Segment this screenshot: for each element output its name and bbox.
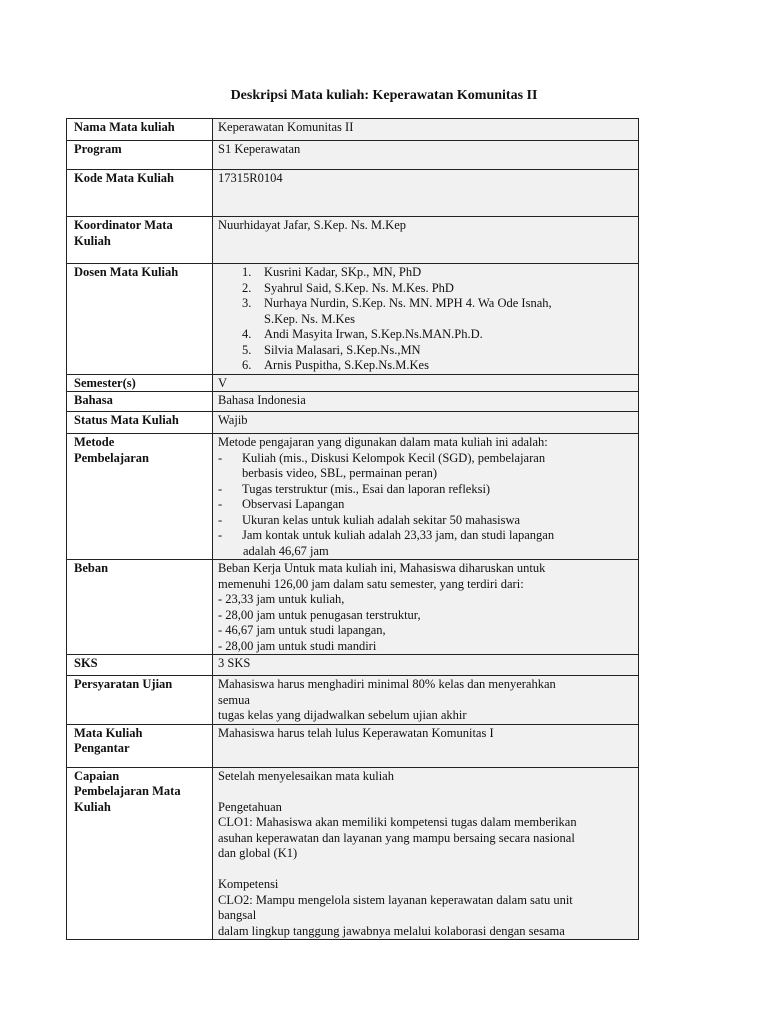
list-number: 5. bbox=[242, 342, 252, 357]
lecturer-name: Arnis Puspitha, S.Kep.Ns.M.Kes bbox=[264, 358, 429, 372]
list-dash: - bbox=[218, 497, 223, 511]
label-capaian-line3: Kuliah bbox=[74, 799, 111, 814]
label-capaian bbox=[67, 767, 213, 940]
list-number: 2. bbox=[242, 280, 252, 295]
label-metode-line2: Pembelajaran bbox=[74, 450, 149, 465]
lecturer-item bbox=[218, 358, 632, 374]
row-nama bbox=[67, 119, 639, 141]
value-status: Wajib bbox=[213, 412, 639, 434]
value-beban bbox=[213, 560, 639, 655]
label-metode bbox=[67, 434, 213, 560]
lecturer-name: Silvia Malasari, S.Kep.Ns.,MN bbox=[264, 342, 421, 357]
row-beban bbox=[67, 560, 639, 655]
list-dash: - bbox=[218, 528, 223, 542]
list-number: 6. bbox=[242, 358, 252, 372]
pengetahuan-line: CLO1: Mahasiswa akan memiliki kompetensi tugas dalam memberikan bbox=[218, 815, 577, 829]
row-sks bbox=[67, 655, 639, 676]
row-metode bbox=[67, 434, 639, 560]
method-text: Jam kontak untuk kuliah adalah 23,33 jam, dan studi lapangan bbox=[242, 528, 555, 542]
beban-line: memenuhi 126,00 jam dalam satu semester, yang terdiri dari: bbox=[218, 576, 524, 591]
label-koordinator-line2: Kuliah bbox=[74, 233, 111, 248]
persyaratan-line: semua bbox=[218, 692, 250, 707]
beban-line: - 46,67 jam untuk studi lapangan, bbox=[218, 623, 386, 637]
method-item bbox=[218, 482, 632, 498]
label-beban: Beban bbox=[67, 560, 213, 655]
label-koordinator-line1: Koordinator Mata bbox=[74, 218, 173, 232]
method-item bbox=[218, 528, 632, 559]
label-capaian-line2: Pembelajaran Mata bbox=[74, 784, 181, 798]
label-program: Program bbox=[67, 141, 213, 170]
beban-line: - 23,33 jam untuk kuliah, bbox=[218, 592, 345, 606]
method-item bbox=[218, 513, 632, 529]
value-kode: 17315R0104 bbox=[213, 170, 639, 217]
value-sks: 3 SKS bbox=[213, 655, 639, 676]
row-program bbox=[67, 141, 639, 170]
lecturer-list bbox=[218, 265, 632, 374]
value-program: S1 Keperawatan bbox=[213, 141, 639, 170]
label-pengantar bbox=[67, 724, 213, 767]
lecturer-name: Andi Masyita Irwan, S.Kep.Ns.MAN.Ph.D. bbox=[264, 327, 483, 341]
kompetensi-heading: Kompetensi bbox=[218, 877, 279, 891]
lecturer-item bbox=[218, 296, 632, 327]
value-nama: Keperawatan Komunitas II bbox=[213, 119, 639, 141]
label-kode: Kode Mata Kuliah bbox=[67, 170, 213, 217]
persyaratan-line: tugas kelas yang dijadwalkan sebelum ujian akhir bbox=[218, 708, 467, 722]
kompetensi-line: dalam lingkup tanggung jawabnya melalui kolaborasi dengan sesama bbox=[218, 923, 565, 938]
spacer bbox=[218, 784, 632, 800]
list-dash: - bbox=[218, 512, 223, 527]
row-kode bbox=[67, 170, 639, 217]
method-text: Observasi Lapangan bbox=[242, 497, 345, 511]
metode-intro: Metode pengajaran yang digunakan dalam mata kuliah ini adalah: bbox=[218, 435, 548, 449]
row-capaian bbox=[67, 767, 639, 940]
row-pengantar bbox=[67, 724, 639, 767]
method-text-cont: adalah 46,67 jam bbox=[243, 543, 329, 558]
pengetahuan-line: asuhan keperawatan dan layanan yang mampu bersaing secara nasional bbox=[218, 830, 575, 845]
row-semester bbox=[67, 374, 639, 392]
beban-line: - 28,00 jam untuk penugasan terstruktur, bbox=[218, 607, 421, 622]
lecturer-item bbox=[218, 265, 632, 281]
label-pengantar-line2: Pengantar bbox=[74, 741, 130, 755]
label-dosen: Dosen Mata Kuliah bbox=[67, 264, 213, 375]
persyaratan-line: Mahasiswa harus menghadiri minimal 80% kelas dan menyerahkan bbox=[218, 677, 556, 691]
lecturer-name: Nurhaya Nurdin, S.Kep. Ns. MN. MPH 4. Wa Ode Isnah, bbox=[264, 296, 552, 310]
row-dosen bbox=[67, 264, 639, 375]
lecturer-name: Syahrul Said, S.Kep. Ns. M.Kes. PhD bbox=[264, 280, 454, 295]
method-text: Ukuran kelas untuk kuliah adalah sekitar 50 mahasiswa bbox=[242, 512, 521, 527]
row-bahasa bbox=[67, 392, 639, 412]
beban-line: - 28,00 jam untuk studi mandiri bbox=[218, 638, 377, 653]
method-text: Kuliah (mis., Diskusi Kelompok Kecil (SGD), pembelajaran bbox=[242, 450, 546, 465]
label-bahasa: Bahasa bbox=[67, 392, 213, 412]
label-sks: SKS bbox=[67, 655, 213, 676]
method-item bbox=[218, 451, 632, 482]
beban-line: Beban Kerja Untuk mata kuliah ini, Mahasiswa diharuskan untuk bbox=[218, 561, 546, 575]
method-list bbox=[218, 451, 632, 560]
lecturer-name-cont: S.Kep. Ns. M.Kes bbox=[264, 311, 355, 326]
kompetensi-line: bangsal bbox=[218, 908, 257, 922]
list-number: 1. bbox=[242, 265, 252, 279]
list-dash: - bbox=[218, 450, 223, 465]
row-persyaratan bbox=[67, 676, 639, 725]
course-description-table bbox=[66, 118, 639, 940]
pengetahuan-heading: Pengetahuan bbox=[218, 799, 282, 814]
document-title: Deskripsi Mata kuliah: Keperawatan Komunitas II bbox=[230, 88, 538, 103]
method-text-cont: berbasis video, SBL, permainan peran) bbox=[242, 466, 438, 480]
method-text: Tugas terstruktur (mis., Esai dan laporan refleksi) bbox=[242, 481, 491, 496]
label-persyaratan: Persyaratan Ujian bbox=[67, 676, 213, 725]
label-semester: Semester(s) bbox=[67, 374, 213, 392]
label-nama: Nama Mata kuliah bbox=[67, 119, 213, 141]
lecturer-name: Kusrini Kadar, SKp., MN, PhD bbox=[264, 265, 422, 279]
kompetensi-line: CLO2: Mampu mengelola sistem layanan keperawatan dalam satu unit bbox=[218, 892, 573, 907]
label-koordinator bbox=[67, 217, 213, 264]
value-semester: V bbox=[213, 374, 639, 392]
value-persyaratan bbox=[213, 676, 639, 725]
lecturer-item bbox=[218, 281, 632, 297]
value-bahasa: Bahasa Indonesia bbox=[213, 392, 639, 412]
value-metode bbox=[213, 434, 639, 560]
row-status bbox=[67, 412, 639, 434]
pengetahuan-line: dan global (K1) bbox=[218, 846, 298, 860]
list-dash: - bbox=[218, 481, 223, 496]
value-dosen bbox=[213, 264, 639, 375]
capaian-intro: Setelah menyelesaikan mata kuliah bbox=[218, 768, 394, 783]
method-item bbox=[218, 497, 632, 513]
row-koordinator bbox=[67, 217, 639, 264]
label-pengantar-line1: Mata Kuliah bbox=[74, 725, 143, 740]
lecturer-item bbox=[218, 327, 632, 343]
list-number: 4. bbox=[242, 327, 252, 341]
lecturer-item bbox=[218, 343, 632, 359]
spacer bbox=[218, 862, 632, 878]
value-koordinator: Nuurhidayat Jafar, S.Kep. Ns. M.Kep bbox=[213, 217, 639, 264]
value-pengantar: Mahasiswa harus telah lulus Keperawatan Komunitas I bbox=[213, 724, 639, 767]
label-status: Status Mata Kuliah bbox=[67, 412, 213, 434]
list-number: 3. bbox=[242, 296, 252, 310]
value-capaian bbox=[213, 767, 639, 940]
label-metode-line1: Metode bbox=[74, 435, 115, 449]
label-capaian-line1: Capaian bbox=[74, 768, 120, 783]
